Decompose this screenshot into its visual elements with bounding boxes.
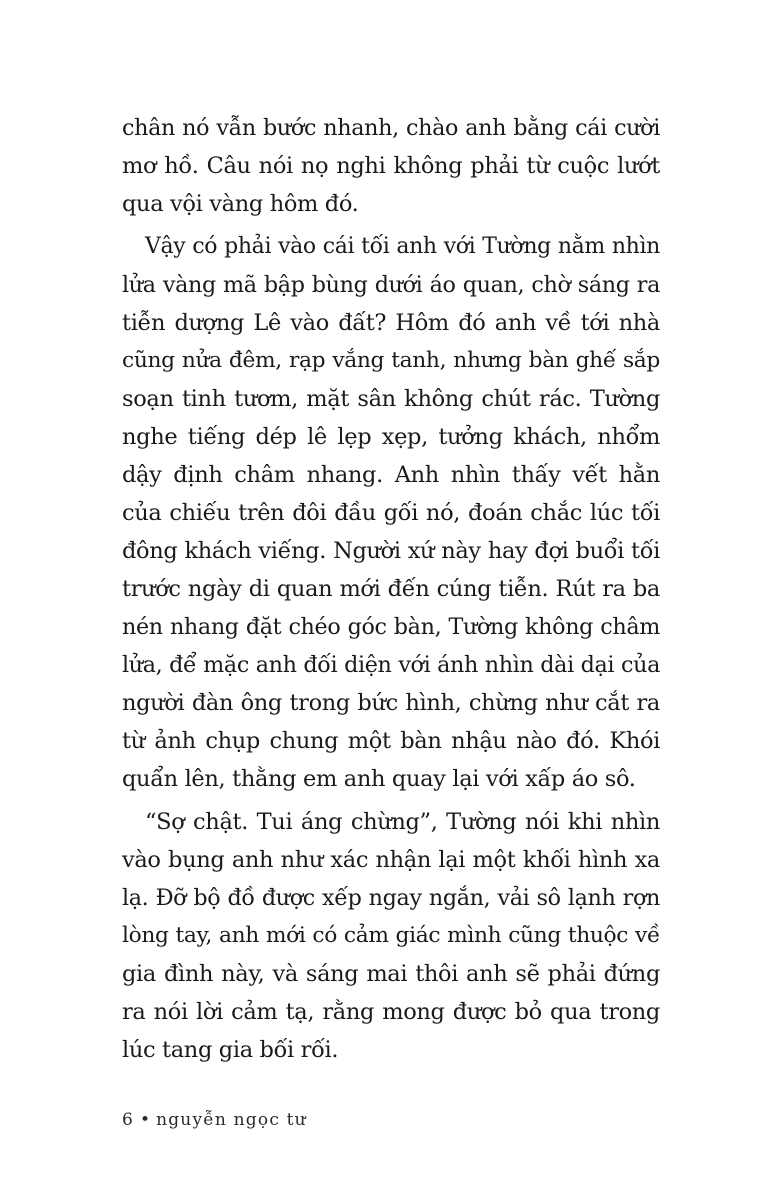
page-footer — [122, 1108, 307, 1132]
text-line: qua vội vàng hôm đó. — [122, 191, 359, 217]
text-line: tiễn dượng Lê vào đất? Hôm đó anh về tới nhà — [122, 310, 660, 336]
author-name: nguyễn ngọc tư — [156, 1110, 307, 1130]
text-line: nghe tiếng dép lê lẹp xẹp, tưởng khách, nhổm — [122, 424, 660, 450]
text-line: người đàn ông trong bức hình, chừng như cắt ra — [122, 690, 660, 716]
text-line: lửa, để mặc anh đối diện với ánh nhìn dài dại của — [122, 652, 660, 678]
text-line: nén nhang đặt chéo góc bàn, Tường không châm — [122, 614, 660, 640]
text-line: “Sợ chật. Tui áng chừng”, Tường nói khi nhìn — [145, 809, 660, 835]
text-line: vào bụng anh như xác nhận lại một khối hình xa — [122, 847, 660, 873]
text-line: lạ. Đỡ bộ đồ được xếp ngay ngắn, vải sô lạnh rợn — [122, 885, 660, 911]
text-line: lửa vàng mã bập bùng dưới áo quan, chờ sáng ra — [122, 272, 660, 298]
text-line: soạn tinh tươm, mặt sân không chút rác. Tường — [122, 386, 660, 412]
page-number: 6 — [122, 1110, 135, 1130]
text-line: cũng nửa đêm, rạp vắng tanh, nhưng bàn ghế sắp — [122, 348, 660, 373]
text-line: từ ảnh chụp chung một bàn nhậu nào đó. Khói — [122, 728, 660, 754]
text-line: mơ hồ. Câu nói nọ nghi không phải từ cuộc lướt — [122, 153, 660, 179]
text-line: lòng tay, anh mới có cảm giác mình cũng thuộc về — [122, 923, 660, 948]
text-line: chân nó vẫn bước nhanh, chào anh bằng cái cười — [122, 115, 660, 141]
text-line: quẩn lên, thằng em anh quay lại với xấp áo sô. — [122, 766, 636, 792]
text-line: đông khách viếng. Người xứ này hay đợi buổi tối — [122, 538, 660, 564]
text-line: của chiếu trên đôi đầu gối nó, đoán chắc lúc tối — [122, 500, 660, 526]
text-line: trước ngày di quan mới đến cúng tiễn. Rút ra ba — [122, 576, 660, 602]
text-line: ra nói lời cảm tạ, rằng mong được bỏ qua trong — [122, 999, 660, 1025]
text-line: Vậy có phải vào cái tối anh với Tường nằm nhìn — [145, 234, 660, 259]
text-line: dậy định châm nhang. Anh nhìn thấy vết hằn — [122, 462, 660, 488]
footer-separator: • — [140, 1110, 151, 1130]
text-line: lúc tang gia bối rối. — [122, 1037, 339, 1063]
text-line: gia đình này, và sáng mai thôi anh sẽ phải đứng — [122, 961, 660, 987]
